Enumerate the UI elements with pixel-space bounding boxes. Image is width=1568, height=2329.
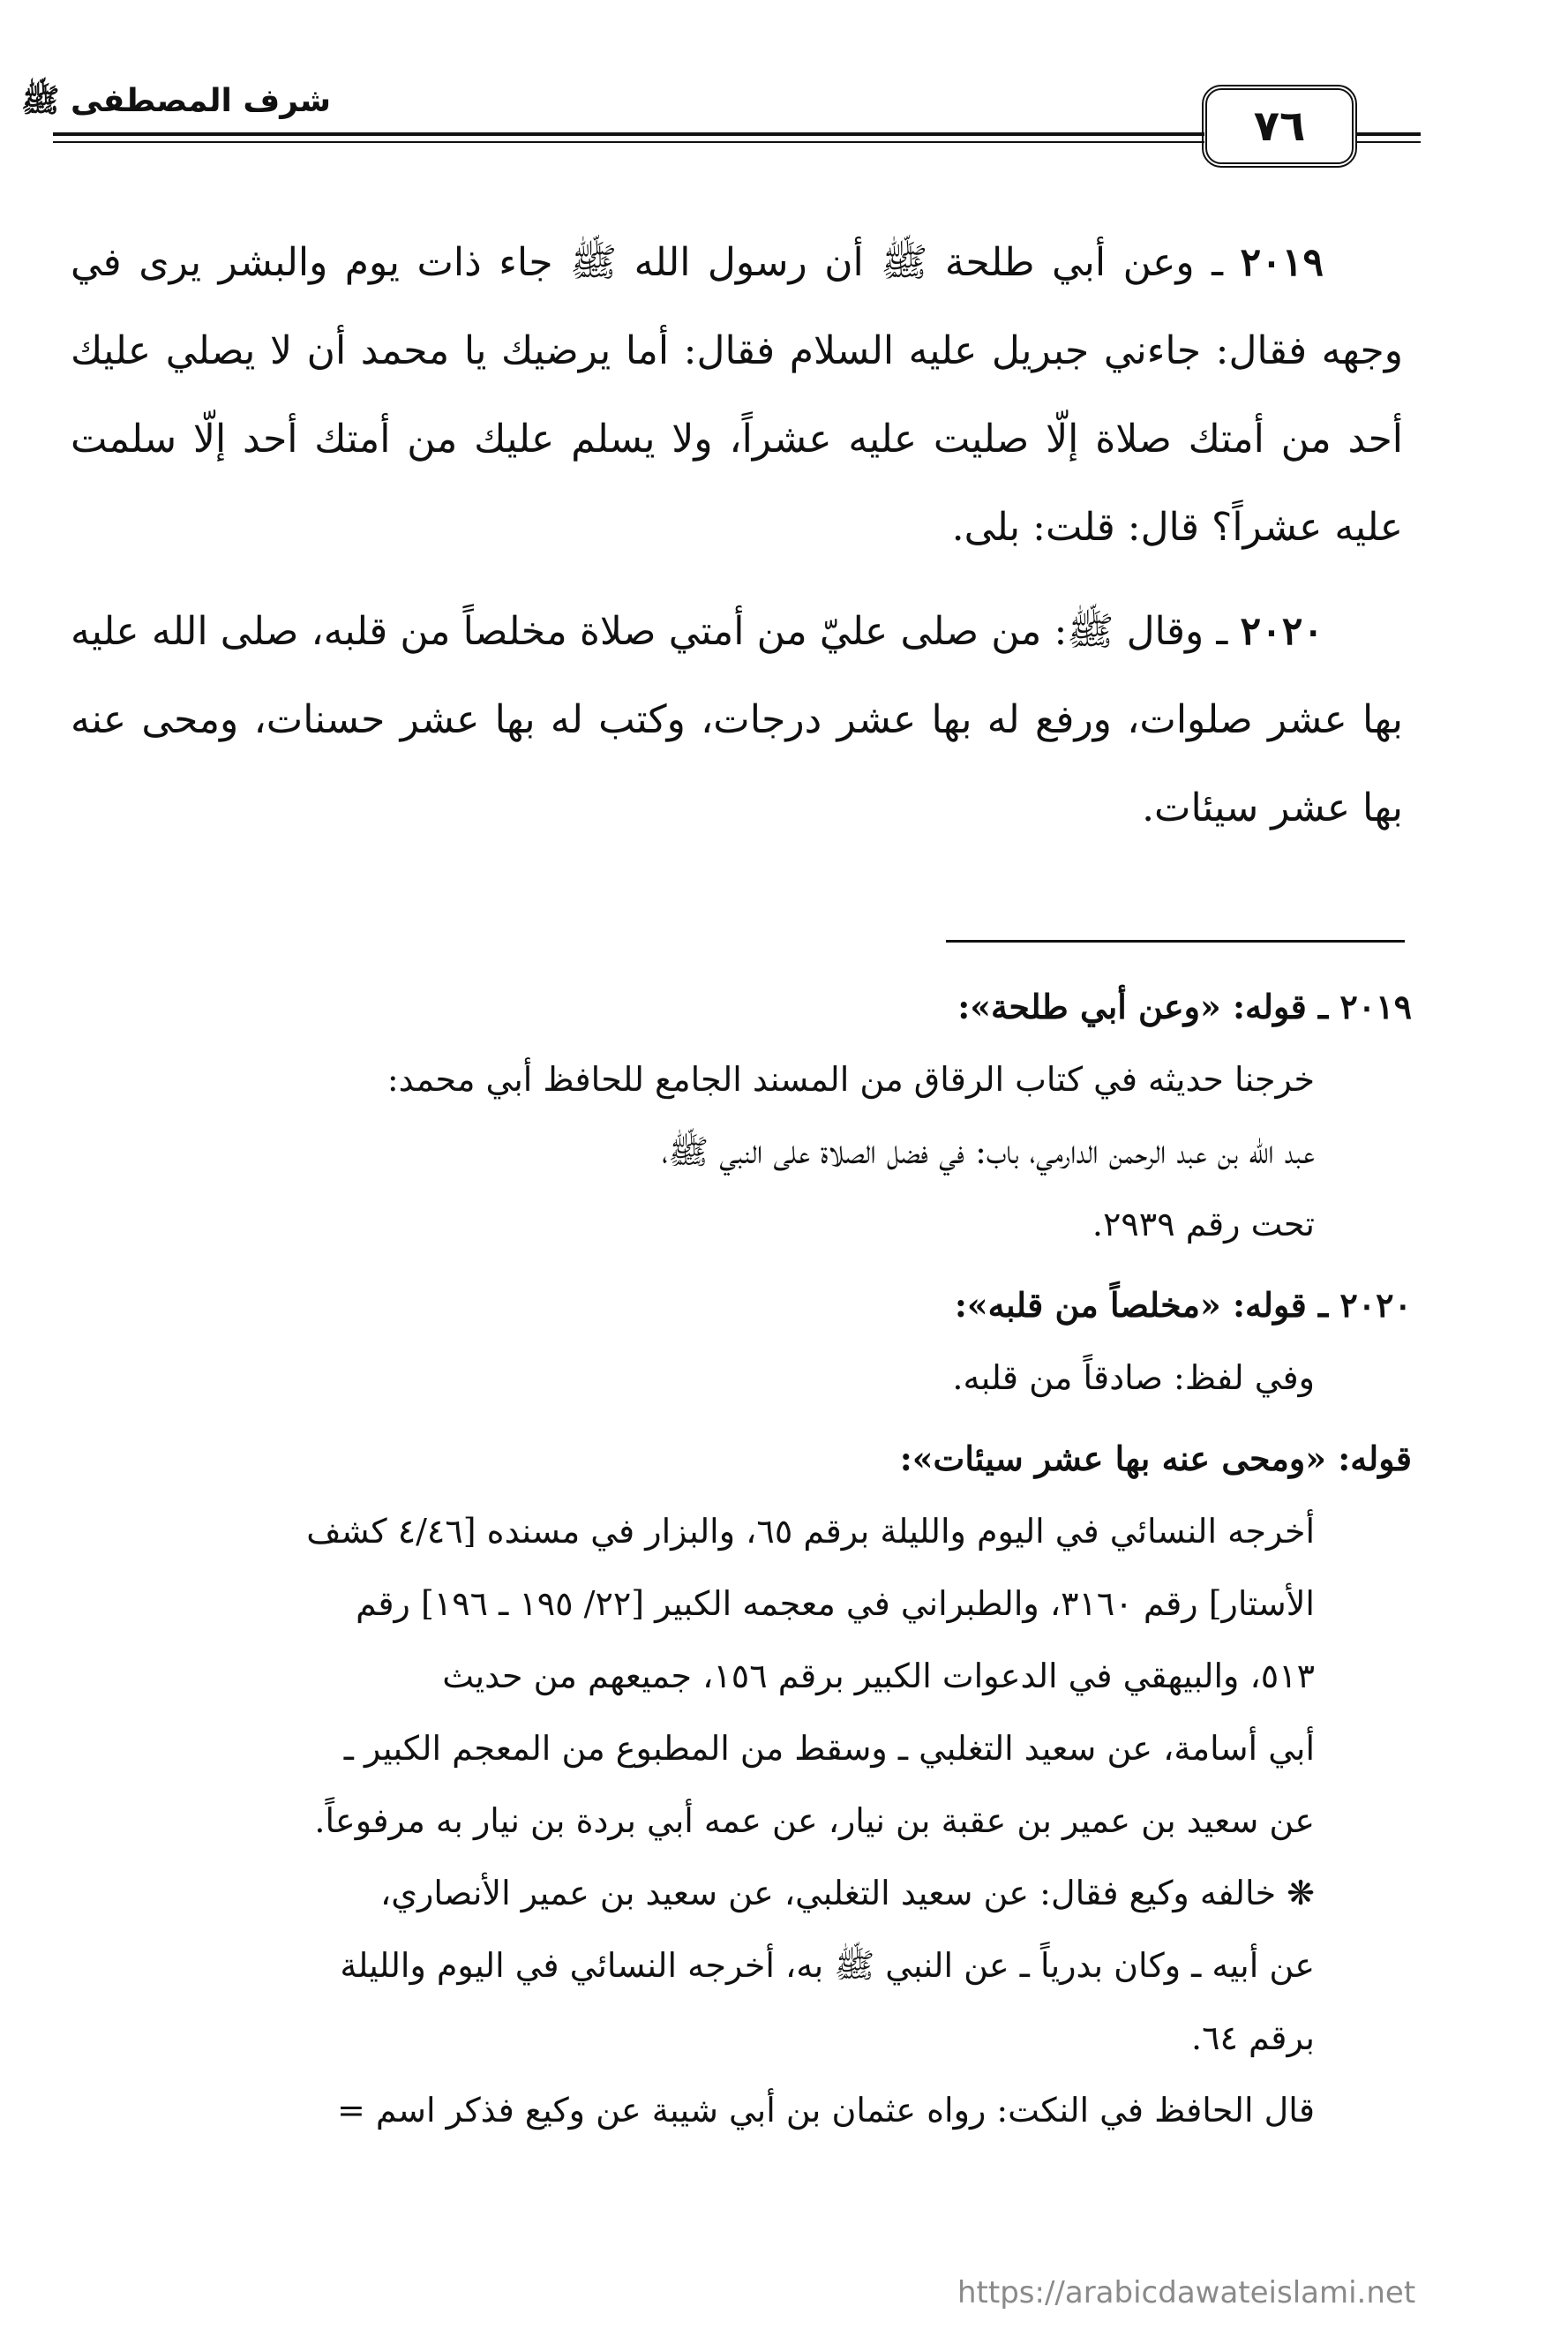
footnote-line: ❋ خالفه وكيع فقال: عن سعيد التغلبي، عن سعيد بن عمير الأنصاري، xyxy=(379,1874,1315,1912)
footnote-line: عن أبيه ـ وكان بدرياً ـ عن النبي ﷺ به، أخرجه النسائي في اليوم والليلة xyxy=(340,1946,1315,1985)
footnote-line: قال الحافظ في النكت: رواه عثمان بن أبي شيبة عن وكيع فذكر اسم = xyxy=(336,2091,1315,2130)
footnote-heading: ٢٠٢٠ ـ قوله: «مخلصاً من قلبه»: xyxy=(954,1285,1412,1325)
footnotes xyxy=(71,971,1412,2155)
hadith-number: ٢٠١٩ xyxy=(1240,240,1324,285)
hadith-paragraph xyxy=(71,588,1403,853)
footnote-divider xyxy=(946,940,1405,943)
header-rule-right-thin xyxy=(1357,141,1421,143)
running-header-title: شرف المصطفى ﷺ xyxy=(20,83,331,119)
header-rule xyxy=(53,132,1204,136)
footnote-heading: قوله: «ومحى عنه بها عشر سيئات»: xyxy=(899,1439,1412,1478)
page-number: ٧٦ xyxy=(1202,85,1357,168)
hadith-number: ٢٠٢٠ xyxy=(1240,609,1324,654)
header-rule-right xyxy=(1357,132,1421,136)
footnote-line: تحت رقم ٢٩٣٩. xyxy=(1092,1205,1315,1243)
footnote-line: أخرجه النسائي في اليوم والليلة برقم ٦٥، والبزار في مسنده [٤/٤٦ كشف xyxy=(306,1512,1315,1551)
hadith-text: ـ وعن أبي طلحة ﷺ أن رسول الله ﷺ جاء ذات يوم والبشر يرى في وجهه فقال: جاءني جبريل عليه السلام فقال: أما يرضيك يا محمد أن لا يصلي عليك أحد من أمتك صلاة إلّا صليت عليه عشراً، ولا يسلم عليك من أمتك أحد إلّا سلمت عليه عشراً؟ قال: قلت: بلى. xyxy=(71,240,1403,550)
footnote-line: عبد الله بن عبد الرحمن الدارمي، باب: في فضل الصلاة على النبي ﷺ، xyxy=(662,1132,1315,1171)
footnote-line: عن سعيد بن عمير بن عقبة بن نيار، عن عمه أبي بردة بن نيار به مرفوعاً. xyxy=(314,1801,1315,1840)
hadith-paragraph xyxy=(71,219,1403,572)
header-rule-thin xyxy=(53,141,1204,143)
footnote-heading: ٢٠١٩ ـ قوله: «وعن أبي طلحة»: xyxy=(957,987,1412,1026)
footnote-line: برقم ٦٤. xyxy=(1191,2018,1315,2057)
footnote-line: الأستار] رقم ٣١٦٠، والطبراني في معجمه الكبير [٢٢/ ١٩٥ ـ ١٩٦] رقم xyxy=(356,1584,1315,1623)
footnote-body xyxy=(71,1043,1412,1260)
footnote-line: أبي أسامة، عن سعيد التغلبي ـ وسقط من المطبوع من المعجم الكبير ـ xyxy=(343,1729,1315,1768)
footnote-line: وفي لفظ: صادقاً من قلبه. xyxy=(952,1358,1315,1397)
main-text xyxy=(71,219,1403,868)
hadith-text: ـ وقال ﷺ: من صلى عليّ من أمتي صلاة مخلصاً من قلبه، صلى الله عليه بها عشر صلوات، ورفع له بها عشر درجات، وكتب له بها عشر حسنات، ومحى عنه بها عشر سيئات. xyxy=(71,609,1403,830)
footnote-line: ٥١٣، والبيهقي في الدعوات الكبير برقم ١٥٦، جميعهم من حديث xyxy=(442,1657,1315,1695)
footnote-line: خرجنا حديثه في كتاب الرقاق من المسند الجامع للحافظ أبي محمد: xyxy=(386,1060,1315,1099)
footnote-body xyxy=(71,1341,1412,1414)
watermark-url: https://arabicdawateislami.net xyxy=(957,2275,1416,2310)
footnote-body xyxy=(71,1495,1412,2146)
